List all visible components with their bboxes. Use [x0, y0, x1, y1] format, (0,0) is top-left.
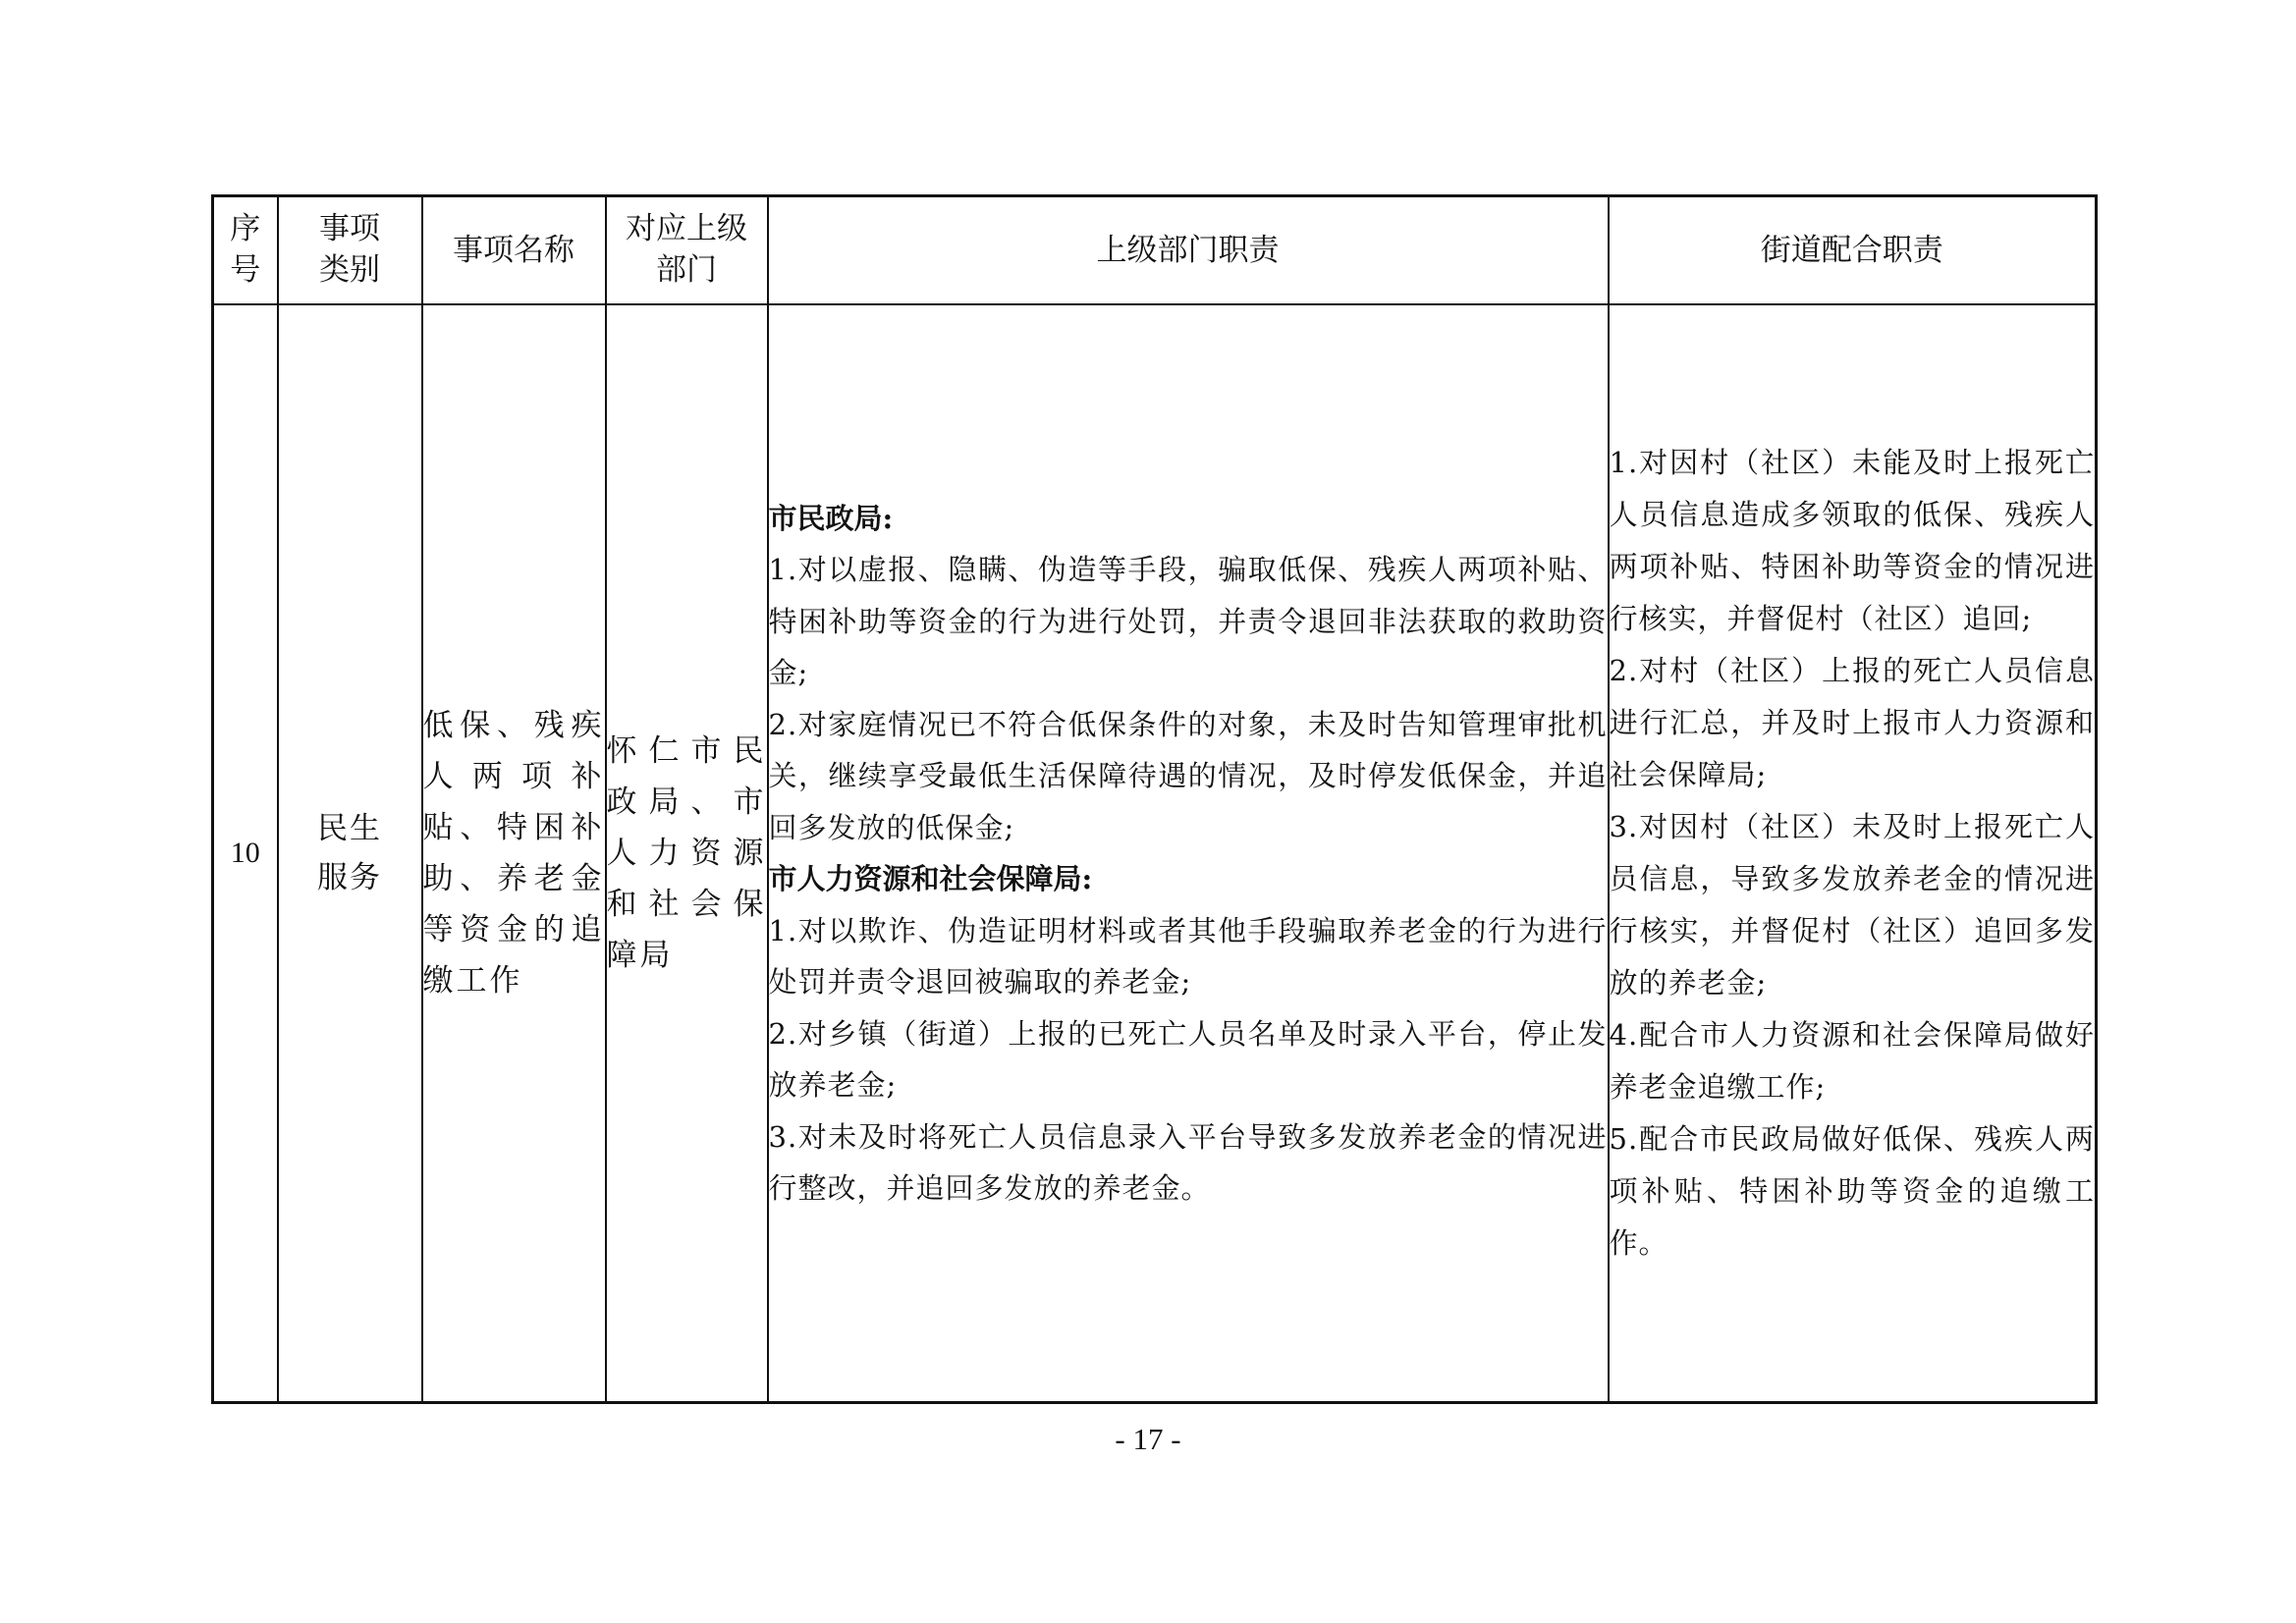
header-department	[606, 196, 768, 305]
row-item-name	[422, 304, 606, 1403]
hr-social-security-heading: 市人力资源和社会保障局:	[768, 862, 1093, 895]
hr-social-security-duty-2: 2.对乡镇（街道）上报的已死亡人员名单及时录入平台，停止发放养老金;	[768, 1016, 1608, 1102]
duties-table	[211, 194, 2098, 1404]
row-superior-duties	[768, 304, 1609, 1403]
hr-social-security-duty-3: 3.对未及时将死亡人员信息录入平台导致多发放养老金的情况进行整改，并追回多发放的养老金。	[768, 1119, 1608, 1205]
street-duty-2: 2.对村（社区）上报的死亡人员信息进行汇总，并及时上报市人力资源和社会保障局;	[1609, 654, 2095, 791]
header-name	[422, 196, 606, 305]
header-street-duties	[1609, 196, 2097, 305]
header-category-label: 事项类别	[319, 211, 380, 288]
street-duty-1: 1.对因村（社区）未能及时上报死亡人员信息造成多领取的低保、残疾人两项补贴、特困补助等资金的情况进行核实，并督促村（社区）追回;	[1609, 446, 2095, 635]
row-seq: 10	[213, 304, 278, 1403]
header-department-label: 对应上级部门	[626, 211, 747, 288]
table-row	[213, 304, 2097, 1403]
street-duty-4: 4.配合市人力资源和社会保障局做好养老金追缴工作;	[1609, 1018, 2095, 1104]
civil-affairs-heading: 市民政局:	[768, 501, 894, 535]
table-header-row	[213, 196, 2097, 305]
row-category-text: 民生服务	[317, 811, 382, 895]
hr-social-security-duty-1: 1.对以欺诈、伪造证明材料或者其他手段骗取养老金的行为进行处罚并责令退回被骗取的养老金;	[768, 913, 1608, 999]
row-department-text: 怀仁市民政局、市人力资源和社会保障局	[606, 733, 767, 973]
street-duty-5: 5.配合市民政局做好低保、残疾人两项补贴、特困补助等资金的追缴工作。	[1609, 1122, 2095, 1260]
header-seq-label: 序号	[230, 211, 261, 288]
page-number: - 17 -	[1115, 1422, 1181, 1456]
header-street-duties-label: 街道配合职责	[1760, 233, 1943, 268]
header-superior-duties-label: 上级部门职责	[1096, 233, 1280, 268]
row-street-duties	[1609, 304, 2097, 1403]
header-category	[278, 196, 422, 305]
header-seq	[213, 196, 278, 305]
row-department	[606, 304, 768, 1403]
header-name-label: 事项名称	[453, 233, 574, 268]
street-duty-3: 3.对因村（社区）未及时上报死亡人员信息，导致多发放养老金的情况进行核实，并督促村（社区）追回多发放的养老金;	[1609, 810, 2095, 1000]
document-sheet	[211, 194, 2095, 1404]
row-item-name-text: 低保、残疾人两项补贴、特困补助、养老金等资金的追缴工作	[422, 708, 605, 999]
header-superior-duties	[768, 196, 1609, 305]
row-category	[278, 304, 422, 1403]
civil-affairs-duty-1: 1.对以虚报、隐瞒、伪造等手段，骗取低保、残疾人两项补贴、特困补助等资金的行为进行处罚，并责令退回非法获取的救助资金;	[768, 553, 1608, 689]
civil-affairs-duty-2: 2.对家庭情况已不符合低保条件的对象，未及时告知管理审批机关，继续享受最低生活保障待遇的情况，及时停发低保金，并追回多发放的低保金;	[768, 707, 1608, 844]
